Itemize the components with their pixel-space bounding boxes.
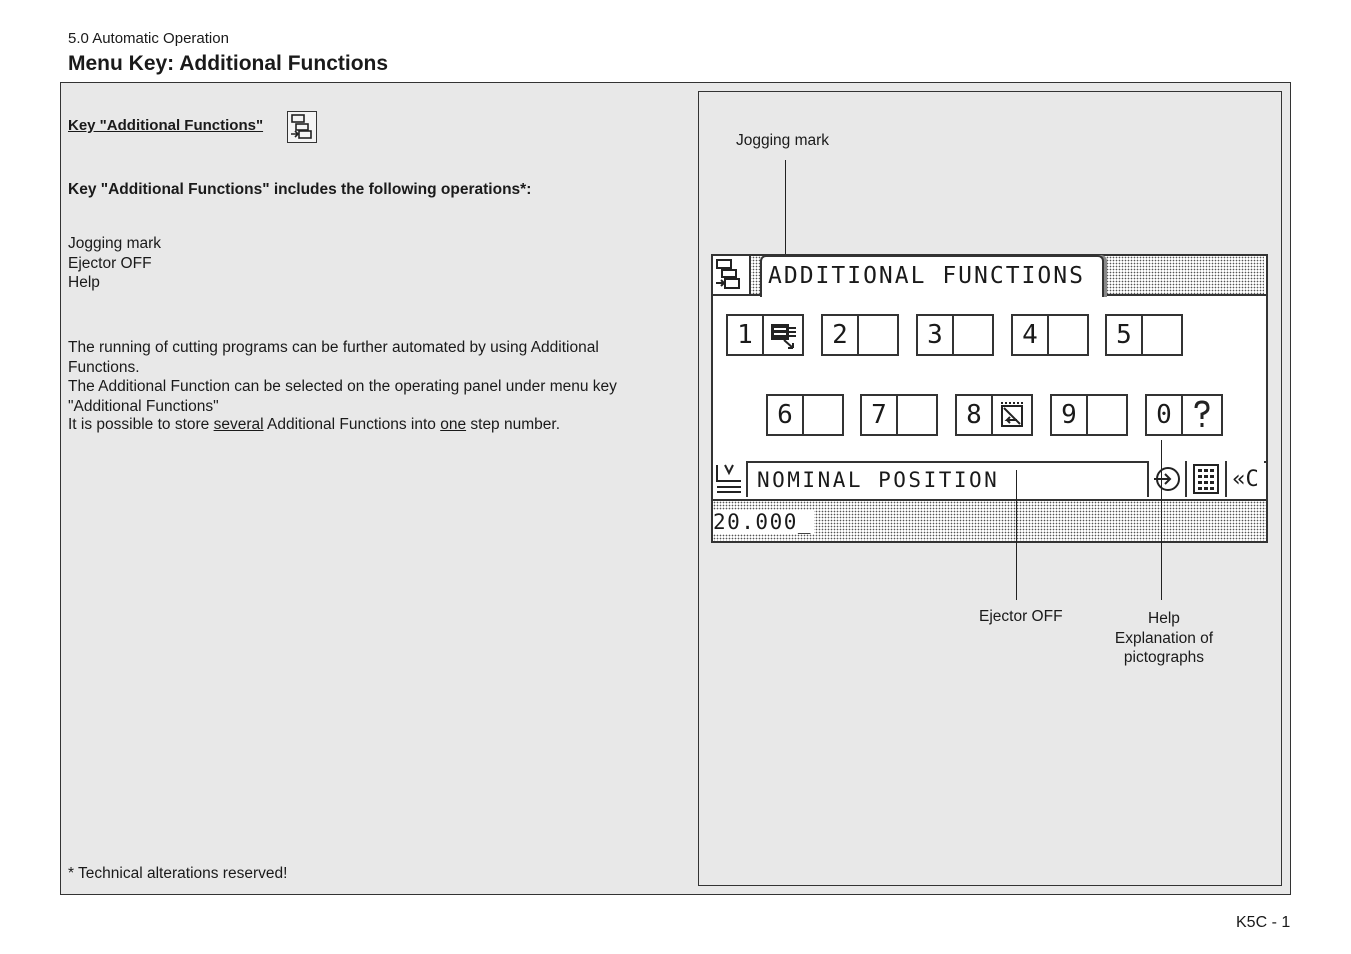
function-key-number: 8 xyxy=(957,396,993,434)
operation-item: Help xyxy=(68,274,100,291)
function-key-number: 0 xyxy=(1147,396,1183,434)
function-key-0[interactable] xyxy=(1145,394,1223,436)
callout-ejector-off: Ejector OFF xyxy=(979,608,1063,625)
function-key-number: 2 xyxy=(823,316,859,354)
paragraph-2-line-2: "Additional Functions" xyxy=(68,397,219,415)
function-key-4[interactable] xyxy=(1011,314,1089,356)
function-key-slot xyxy=(804,396,842,434)
status-label: NOMINAL POSITION xyxy=(757,468,1000,492)
ejector-off-icon xyxy=(993,396,1031,434)
function-key-slot xyxy=(859,316,897,354)
callout-help-title: Help xyxy=(1148,610,1180,627)
function-key-number: 3 xyxy=(918,316,954,354)
callout-line-help xyxy=(1161,440,1162,600)
keypad-button[interactable] xyxy=(1185,461,1225,497)
function-key-number: 1 xyxy=(728,316,764,354)
enter-button[interactable] xyxy=(1147,461,1185,497)
function-key-9[interactable] xyxy=(1050,394,1128,436)
function-key-2[interactable] xyxy=(821,314,899,356)
function-key-number: 4 xyxy=(1013,316,1049,354)
function-key-8[interactable] xyxy=(955,394,1033,436)
screen-title: ADDITIONAL FUNCTIONS xyxy=(768,263,1085,289)
function-key-1[interactable] xyxy=(726,314,804,356)
includes-heading: Key "Additional Functions" includes the following operations*: xyxy=(68,181,532,198)
clear-button[interactable]: «C xyxy=(1225,461,1264,497)
section-label: 5.0 Automatic Operation xyxy=(68,30,229,47)
function-key-number: 6 xyxy=(768,396,804,434)
function-key-number: 7 xyxy=(862,396,898,434)
paragraph-2-line-1: The Additional Function can be selected on the operating panel under menu key xyxy=(68,378,617,395)
keypad-icon xyxy=(1191,463,1221,495)
function-key-slot xyxy=(898,396,936,434)
callout-line-ejector xyxy=(1016,470,1017,600)
value-display: 20.000_ xyxy=(713,510,813,534)
paragraph-3-underlined: one xyxy=(440,416,467,433)
function-key-7[interactable] xyxy=(860,394,938,436)
paragraph-3-underlined: several xyxy=(213,416,264,433)
callout-help xyxy=(1104,609,1224,668)
function-key-number: 9 xyxy=(1052,396,1088,434)
menu-key-icon xyxy=(713,256,751,296)
callout-help-line: pictographs xyxy=(1123,649,1205,666)
paragraph-3-text: step number. xyxy=(466,416,560,433)
callout-jogging-mark: Jogging mark xyxy=(736,132,830,149)
help-icon xyxy=(1183,396,1221,434)
operation-item: Ejector OFF xyxy=(68,254,152,272)
key-heading: Key "Additional Functions" xyxy=(68,117,264,134)
jogging-mark-icon xyxy=(764,316,802,354)
nominal-position-icon xyxy=(713,461,748,497)
function-key-3[interactable] xyxy=(916,314,994,356)
page-number: K5C - 1 xyxy=(1236,914,1291,931)
function-key-6[interactable] xyxy=(766,394,844,436)
paragraph-1: The running of cutting programs can be further automated by using Additional Functions. xyxy=(68,339,599,376)
page-title: Menu Key: Additional Functions xyxy=(68,52,389,75)
function-key-5[interactable] xyxy=(1105,314,1183,356)
paragraph-3-text: Additional Functions into xyxy=(263,416,441,433)
function-key-slot xyxy=(954,316,992,354)
function-key-slot xyxy=(1143,316,1181,354)
function-key-slot xyxy=(1088,396,1126,434)
function-key-slot xyxy=(1049,316,1087,354)
callout-help-line: Explanation of xyxy=(1114,629,1214,647)
additional-functions-icon xyxy=(287,111,317,143)
paragraph-3 xyxy=(68,415,560,435)
function-key-number: 5 xyxy=(1107,316,1143,354)
footnote: * Technical alterations reserved! xyxy=(68,865,288,882)
paragraph-3-text: It is possible to store xyxy=(68,416,214,433)
operation-item: Jogging mark xyxy=(68,235,162,252)
enter-icon xyxy=(1152,464,1182,494)
status-divider-bottom xyxy=(713,499,1266,501)
